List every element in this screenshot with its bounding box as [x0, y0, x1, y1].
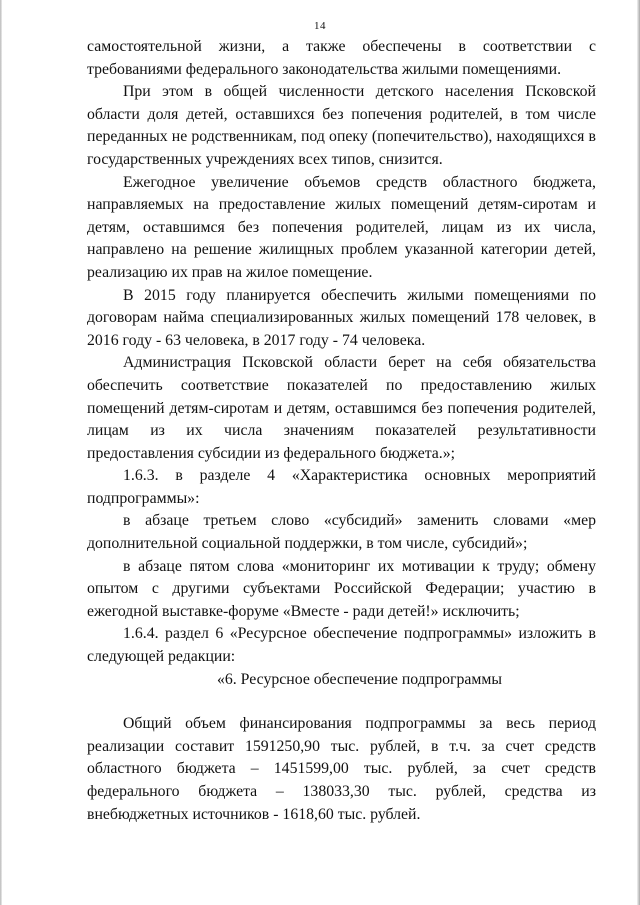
paragraph-fifth-abzac: в абзаце пятом слова «мониторинг их мотивации к труду; обмену опытом с другими субъектами Российской Федерации; участию в ежегодной выставке-форуме «Вместе - ради детей!» исключить; [87, 557, 596, 620]
paragraph-child-population: При этом в общей численности детского населения Псковской области доля детей, оставшихся без попечения родителей, в том числе переданных не родственникам, под опеку (попечительство), находящихся в государственных учреждениях всех типов, снизится. [87, 83, 596, 168]
scan-edge-left [0, 0, 2, 905]
paragraph-administration-obligations: Администрация Псковской области берет на себя обязательства обеспечить соответствие показателей по предоставлению жилых помещений детям-сиротам и детям, оставшимся без попечения родителей, лицам из их числа значениям показателей результативности предоставления субсидии из федерального бюджета.»; [87, 354, 596, 462]
paragraph-item-1-6-4: 1.6.4. раздел 6 «Ресурсное обеспечение подпрограммы» изложить в следующей редакции: [87, 625, 596, 666]
paragraph-third-abzac: в абзаце третьем слово «субсидий» заменить словами «мер дополнительной социальной поддержки, в том числе, субсидий»; [87, 512, 596, 553]
page-number: 14 [314, 20, 326, 32]
document-body [87, 36, 596, 826]
paragraph-housing-plan: В 2015 году планируется обеспечить жилыми помещениями по договорам найма специализированных жилых помещений 178 человек, в 2016 году - 63 человека, в 2017 году - 74 человека. [87, 286, 596, 349]
paragraph-financing-total: Общий объем финансирования подпрограммы за весь период реализации составит 1591250,90 тыс. рублей, в т.ч. за счет средств областного бюджета – 1451599,00 тыс. рублей, за счет средств федерального бюджета – 138033,30 тыс. рублей, средства из внебюджетных источников - 1618,60 тыс. рублей. [87, 715, 596, 823]
paragraph-item-1-6-3: 1.6.3. в разделе 4 «Характеристика основных мероприятий подпрограммы»: [87, 467, 596, 507]
paragraph-continuation: самостоятельной жизни, а также обеспечены в соответствии с требованиями федерального законодательства жилыми помещениями. [87, 38, 596, 78]
section-heading: «6. Ресурсное обеспечение подпрограммы [216, 670, 502, 688]
paragraph-budget-increase: Ежегодное увеличение объемов средств областного бюджета, направляемых на предоставление жилых помещений детям-сиротам и детям, оставшимся без попечения родителей, лицам из их числа, направлено на решение жилищных проблем указанной категории детей, реализацию их прав на жилое помещение. [87, 173, 596, 281]
